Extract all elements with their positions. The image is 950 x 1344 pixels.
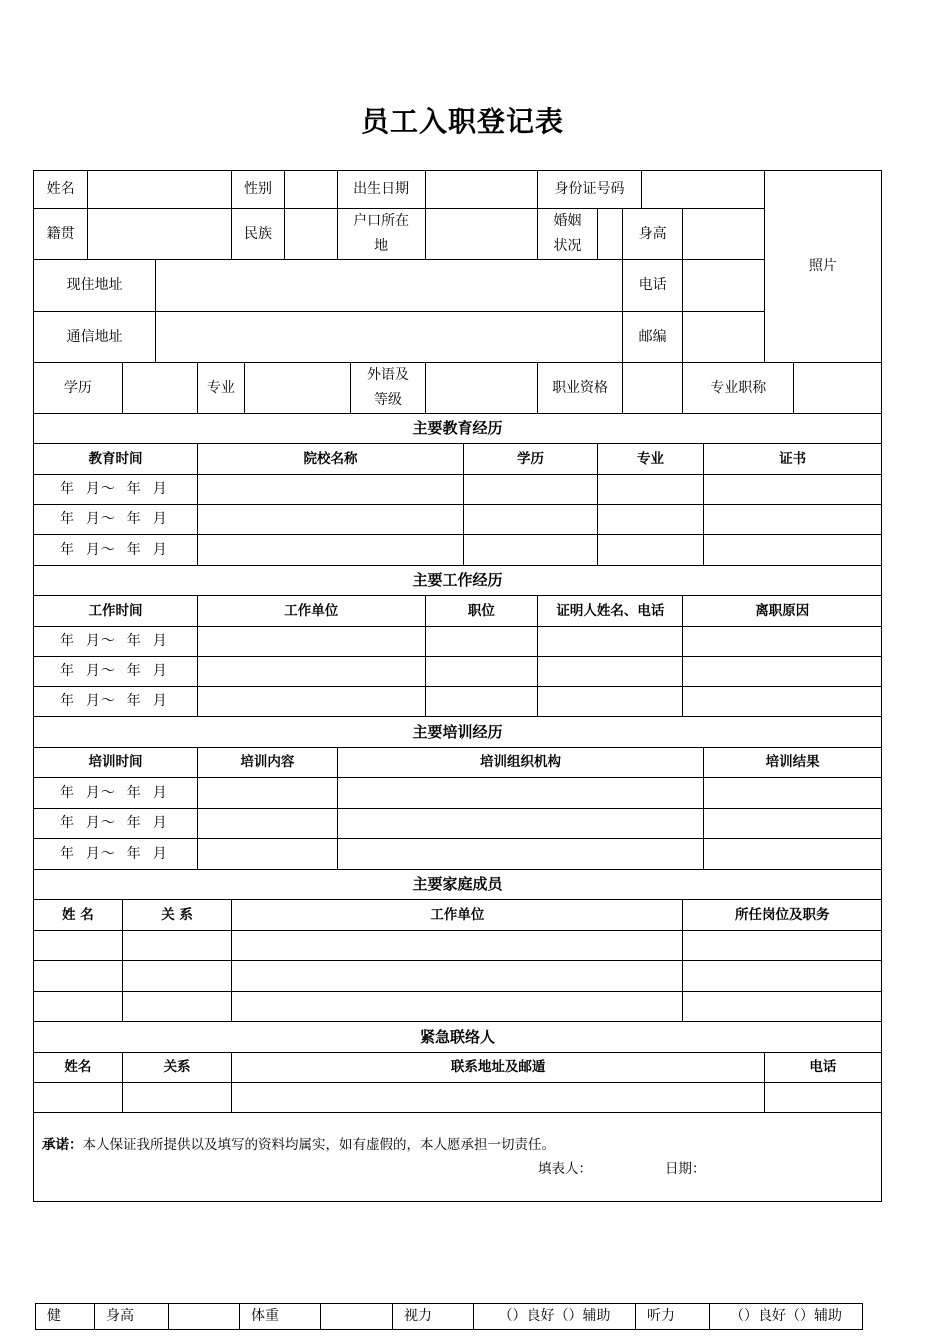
postcode-field[interactable] [683, 312, 764, 363]
table-row [34, 839, 882, 870]
major-label: 专业 [197, 363, 244, 414]
postcode-label: 邮编 [622, 312, 683, 363]
edu-header-time: 教育时间 [34, 444, 198, 475]
edu-header-major: 专业 [597, 444, 704, 475]
training-organizer-cell[interactable] [337, 778, 703, 809]
training-time-cell[interactable]: 年 月～ 年 月 [34, 839, 198, 870]
work-employer-cell[interactable] [197, 657, 425, 687]
work-leave-reason-cell[interactable] [683, 657, 882, 687]
table-row [34, 687, 882, 717]
table-row [34, 535, 882, 566]
work-reference-cell[interactable] [538, 657, 683, 687]
emergency-address-cell[interactable] [232, 1083, 764, 1113]
training-header-content: 培训内容 [197, 748, 337, 778]
marital-status-label: 婚姻 状况 [538, 209, 598, 260]
family-position-cell[interactable] [683, 992, 882, 1022]
work-position-cell[interactable] [425, 627, 538, 657]
training-content-cell[interactable] [197, 809, 337, 839]
table-row [34, 475, 882, 505]
training-result-cell[interactable] [704, 778, 882, 809]
work-leave-reason-cell[interactable] [683, 627, 882, 657]
pledge-statement [42, 1133, 873, 1157]
edu-time-cell[interactable]: 年 月～ 年 月 [34, 475, 198, 505]
id-number-label: 身份证号码 [538, 171, 641, 209]
family-relation-cell[interactable] [122, 931, 232, 961]
pledge-text: 本人保证我所提供以及填写的资料均属实，如有虚假的，本人愿承担一切责任。 [82, 1137, 555, 1153]
vision-label: 视力 [393, 1304, 474, 1330]
training-time-cell[interactable]: 年 月～ 年 月 [34, 778, 198, 809]
training-section-title: 主要培训经历 [34, 717, 882, 748]
training-time-cell[interactable]: 年 月～ 年 月 [34, 809, 198, 839]
family-header-employer: 工作单位 [232, 900, 683, 931]
family-name-cell[interactable] [34, 931, 123, 961]
work-header-employer: 工作单位 [197, 596, 425, 627]
emergency-relation-cell[interactable] [122, 1083, 232, 1113]
emergency-name-cell[interactable] [34, 1083, 123, 1113]
registration-form-table [33, 170, 882, 1202]
work-header-time: 工作时间 [34, 596, 198, 627]
table-row [34, 657, 882, 687]
health-height-label: 身高 [95, 1304, 169, 1330]
edu-school-cell[interactable] [197, 535, 463, 566]
professional-title-field[interactable] [794, 363, 882, 414]
edu-school-cell[interactable] [197, 505, 463, 535]
language-label: 外语及 等级 [351, 363, 425, 414]
family-header-relation: 关 系 [122, 900, 232, 931]
hearing-options[interactable]: （）良好（）辅助 [710, 1304, 863, 1330]
edu-degree-cell[interactable] [464, 505, 598, 535]
family-employer-cell[interactable] [232, 931, 683, 961]
work-header-position: 职位 [425, 596, 538, 627]
family-employer-cell[interactable] [232, 961, 683, 992]
work-header-reference: 证明人姓名、电话 [538, 596, 683, 627]
edu-certificate-cell[interactable] [704, 505, 882, 535]
pledge-label: 承诺： [42, 1137, 83, 1153]
table-row [34, 992, 882, 1022]
edu-header-school: 院校名称 [197, 444, 463, 475]
edu-major-cell[interactable] [597, 505, 704, 535]
work-employer-cell[interactable] [197, 687, 425, 717]
work-time-cell[interactable]: 年 月～ 年 月 [34, 687, 198, 717]
education-label: 学历 [34, 363, 123, 414]
work-time-cell[interactable]: 年 月～ 年 月 [34, 657, 198, 687]
id-number-field[interactable] [641, 171, 764, 209]
birth-date-label: 出生日期 [337, 171, 425, 209]
training-organizer-cell[interactable] [337, 839, 703, 870]
emergency-section-title: 紧急联络人 [34, 1022, 882, 1053]
page-title: 员工入职登记表 [360, 105, 564, 138]
health-height-field[interactable] [169, 1304, 240, 1330]
work-section-title: 主要工作经历 [34, 566, 882, 596]
family-header-name: 姓 名 [34, 900, 123, 931]
work-leave-reason-cell[interactable] [683, 687, 882, 717]
qualification-label: 职业资格 [538, 363, 623, 414]
edu-header-degree: 学历 [464, 444, 598, 475]
emergency-header-relation: 关系 [122, 1053, 232, 1083]
work-time-cell[interactable]: 年 月～ 年 月 [34, 627, 198, 657]
language-field[interactable] [425, 363, 538, 414]
native-place-label: 籍贯 [34, 209, 88, 260]
edu-header-certificate: 证书 [704, 444, 882, 475]
family-name-cell[interactable] [34, 961, 123, 992]
emergency-header-phone: 电话 [764, 1053, 881, 1083]
training-result-cell[interactable] [704, 839, 882, 870]
work-position-cell[interactable] [425, 657, 538, 687]
ethnicity-field[interactable] [284, 209, 337, 260]
training-header-time: 培训时间 [34, 748, 198, 778]
family-section-title: 主要家庭成员 [34, 870, 882, 900]
emergency-phone-cell[interactable] [764, 1083, 881, 1113]
edu-time-cell[interactable]: 年 月～ 年 月 [34, 535, 198, 566]
work-reference-cell[interactable] [538, 687, 683, 717]
professional-title-label: 专业职称 [683, 363, 794, 414]
edu-time-cell[interactable]: 年 月～ 年 月 [34, 505, 198, 535]
current-address-label: 现住地址 [34, 260, 156, 312]
family-relation-cell[interactable] [122, 961, 232, 992]
mail-address-field[interactable] [156, 312, 623, 363]
major-field[interactable] [244, 363, 350, 414]
height-field[interactable] [683, 209, 764, 260]
emergency-header-name: 姓名 [34, 1053, 123, 1083]
qualification-field[interactable] [622, 363, 683, 414]
training-content-cell[interactable] [197, 778, 337, 809]
name-field[interactable] [88, 171, 232, 209]
edu-school-cell[interactable] [197, 475, 463, 505]
health-table [35, 1303, 863, 1330]
hukou-label: 户口所在 地 [337, 209, 425, 260]
edu-certificate-cell[interactable] [704, 535, 882, 566]
height-label: 身高 [622, 209, 683, 260]
native-place-field[interactable] [88, 209, 232, 260]
work-position-cell[interactable] [425, 687, 538, 717]
work-header-leave-reason: 离职原因 [683, 596, 882, 627]
table-row [34, 627, 882, 657]
birth-date-field[interactable] [425, 171, 538, 209]
family-position-cell[interactable] [683, 961, 882, 992]
family-position-cell[interactable] [683, 931, 882, 961]
table-row [34, 961, 882, 992]
training-header-organizer: 培训组织机构 [337, 748, 703, 778]
ethnicity-label: 民族 [232, 209, 284, 260]
name-label: 姓名 [34, 171, 88, 209]
photo-box[interactable]: 照片 [764, 171, 881, 363]
work-employer-cell[interactable] [197, 627, 425, 657]
current-address-field[interactable] [156, 260, 623, 312]
work-reference-cell[interactable] [538, 627, 683, 657]
training-content-cell[interactable] [197, 839, 337, 870]
family-header-position: 所任岗位及职务 [683, 900, 882, 931]
edu-degree-cell[interactable] [464, 535, 598, 566]
education-section-title: 主要教育经历 [34, 414, 882, 444]
table-row [34, 1083, 882, 1113]
weight-label: 体重 [240, 1304, 321, 1330]
table-row [34, 809, 882, 839]
education-field[interactable] [122, 363, 197, 414]
vision-options[interactable]: （）良好（）辅助 [474, 1304, 636, 1330]
pledge-box [34, 1113, 882, 1202]
training-result-cell[interactable] [704, 809, 882, 839]
weight-field[interactable] [321, 1304, 393, 1330]
training-header-result: 培训结果 [704, 748, 882, 778]
hukou-field[interactable] [425, 209, 538, 260]
gender-field[interactable] [284, 171, 337, 209]
edu-degree-cell[interactable] [464, 475, 598, 505]
family-employer-cell[interactable] [232, 992, 683, 1022]
phone-field[interactable] [683, 260, 764, 312]
table-row [34, 778, 882, 809]
date-label: 日期： [664, 1161, 706, 1177]
marital-status-field[interactable] [597, 209, 622, 260]
edu-major-cell[interactable] [597, 535, 704, 566]
signature-line [42, 1157, 873, 1181]
family-name-cell[interactable] [34, 992, 123, 1022]
hearing-label: 听力 [636, 1304, 710, 1330]
gender-label: 性别 [232, 171, 284, 209]
family-relation-cell[interactable] [122, 992, 232, 1022]
mail-address-label: 通信地址 [34, 312, 156, 363]
table-row [34, 505, 882, 535]
edu-certificate-cell[interactable] [704, 475, 882, 505]
edu-major-cell[interactable] [597, 475, 704, 505]
training-organizer-cell[interactable] [337, 809, 703, 839]
emergency-header-address: 联系地址及邮遁 [232, 1053, 764, 1083]
health-label: 健 [36, 1304, 95, 1330]
phone-label: 电话 [622, 260, 683, 312]
table-row [34, 931, 882, 961]
filler-label: 填表人： [538, 1161, 592, 1177]
